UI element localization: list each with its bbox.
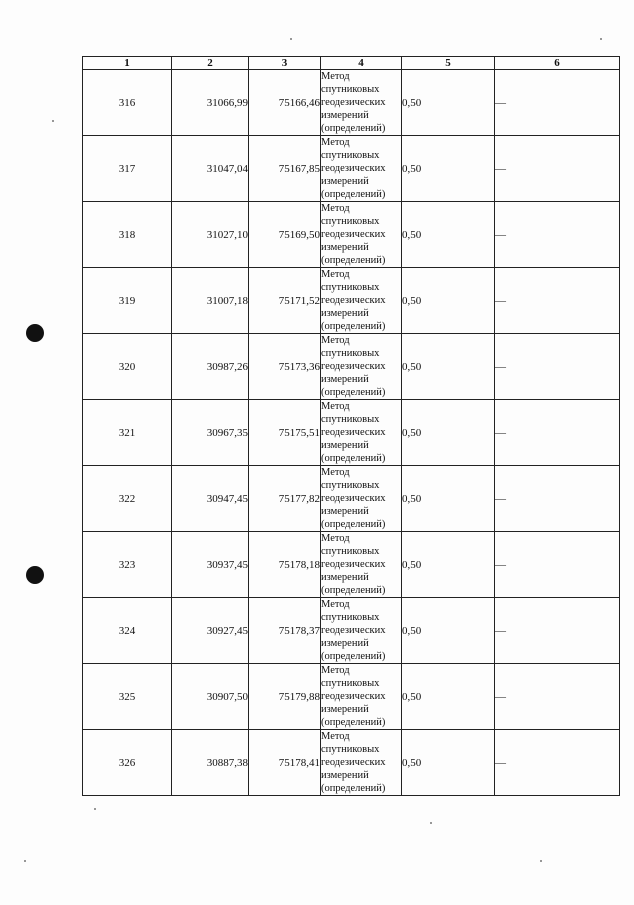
- accuracy-cell: 0,50: [402, 202, 495, 268]
- method-line: геодезических: [321, 229, 386, 240]
- method-line: геодезических: [321, 97, 386, 108]
- method-line: геодезических: [321, 691, 386, 702]
- x-coordinate-cell: 31066,99: [172, 70, 249, 136]
- method-line: измерений: [321, 308, 369, 319]
- scan-speck: [94, 808, 96, 810]
- point-number-cell: 323: [83, 532, 172, 598]
- accuracy-cell: 0,50: [402, 334, 495, 400]
- method-line: измерений: [321, 638, 369, 649]
- method-cell: [321, 268, 402, 334]
- method-line: измерений: [321, 770, 369, 781]
- method-line: спутниковых: [321, 84, 380, 95]
- y-coordinate-cell: 75167,85: [249, 136, 321, 202]
- scan-speck: [290, 38, 292, 40]
- note-cell: —: [495, 730, 620, 796]
- method-line: Метод: [321, 203, 350, 214]
- column-header: 4: [321, 57, 402, 70]
- accuracy-cell: 0,50: [402, 598, 495, 664]
- point-number-cell: 318: [83, 202, 172, 268]
- table-row: [83, 268, 620, 334]
- method-line: (определений): [321, 453, 386, 464]
- column-header: 3: [249, 57, 321, 70]
- method-cell: [321, 202, 402, 268]
- table-row: [83, 532, 620, 598]
- note-cell: —: [495, 532, 620, 598]
- method-line: геодезических: [321, 757, 386, 768]
- y-coordinate-cell: 75166,46: [249, 70, 321, 136]
- note-cell: —: [495, 466, 620, 532]
- y-coordinate-cell: 75178,18: [249, 532, 321, 598]
- table-row: [83, 136, 620, 202]
- method-cell: [321, 598, 402, 664]
- point-number-cell: 324: [83, 598, 172, 664]
- y-coordinate-cell: 75178,37: [249, 598, 321, 664]
- x-coordinate-cell: 30967,35: [172, 400, 249, 466]
- method-line: спутниковых: [321, 480, 380, 491]
- table-row: [83, 664, 620, 730]
- note-cell: —: [495, 70, 620, 136]
- method-cell: [321, 664, 402, 730]
- method-line: спутниковых: [321, 546, 380, 557]
- y-coordinate-cell: 75169,50: [249, 202, 321, 268]
- method-line: спутниковых: [321, 612, 380, 623]
- table-row: [83, 70, 620, 136]
- method-line: (определений): [321, 651, 386, 662]
- note-cell: —: [495, 664, 620, 730]
- table-row: [83, 730, 620, 796]
- method-line: Метод: [321, 467, 350, 478]
- y-coordinate-cell: 75177,82: [249, 466, 321, 532]
- accuracy-cell: 0,50: [402, 466, 495, 532]
- coordinates-table: [82, 56, 620, 796]
- method-line: спутниковых: [321, 282, 380, 293]
- method-line: измерений: [321, 176, 369, 187]
- x-coordinate-cell: 30937,45: [172, 532, 249, 598]
- table-row: [83, 202, 620, 268]
- method-cell: [321, 400, 402, 466]
- method-line: спутниковых: [321, 348, 380, 359]
- y-coordinate-cell: 75171,52: [249, 268, 321, 334]
- method-line: спутниковых: [321, 150, 380, 161]
- y-coordinate-cell: 75173,36: [249, 334, 321, 400]
- note-cell: —: [495, 268, 620, 334]
- method-line: (определений): [321, 387, 386, 398]
- x-coordinate-cell: 31047,04: [172, 136, 249, 202]
- method-line: Метод: [321, 533, 350, 544]
- note-cell: —: [495, 136, 620, 202]
- method-line: (определений): [321, 717, 386, 728]
- scan-speck: [540, 860, 542, 862]
- method-line: измерений: [321, 572, 369, 583]
- point-number-cell: 320: [83, 334, 172, 400]
- method-line: измерений: [321, 506, 369, 517]
- x-coordinate-cell: 30987,26: [172, 334, 249, 400]
- method-line: геодезических: [321, 427, 386, 438]
- method-line: спутниковых: [321, 414, 380, 425]
- accuracy-cell: 0,50: [402, 268, 495, 334]
- method-line: геодезических: [321, 559, 386, 570]
- method-line: геодезических: [321, 625, 386, 636]
- table-row: [83, 400, 620, 466]
- method-line: (определений): [321, 189, 386, 200]
- method-line: Метод: [321, 335, 350, 346]
- method-line: (определений): [321, 255, 386, 266]
- note-cell: —: [495, 202, 620, 268]
- table-row: [83, 334, 620, 400]
- accuracy-cell: 0,50: [402, 532, 495, 598]
- scan-speck: [430, 822, 432, 824]
- method-cell: [321, 466, 402, 532]
- method-line: геодезических: [321, 295, 386, 306]
- method-cell: [321, 532, 402, 598]
- method-line: Метод: [321, 137, 350, 148]
- scan-speck: [24, 860, 26, 862]
- point-number-cell: 326: [83, 730, 172, 796]
- method-line: геодезических: [321, 163, 386, 174]
- method-line: (определений): [321, 519, 386, 530]
- point-number-cell: 316: [83, 70, 172, 136]
- method-line: геодезических: [321, 493, 386, 504]
- method-cell: [321, 70, 402, 136]
- method-line: Метод: [321, 401, 350, 412]
- scan-speck: [52, 120, 54, 122]
- point-number-cell: 325: [83, 664, 172, 730]
- method-line: измерений: [321, 110, 369, 121]
- accuracy-cell: 0,50: [402, 730, 495, 796]
- scan-speck: [600, 38, 602, 40]
- point-number-cell: 321: [83, 400, 172, 466]
- method-line: измерений: [321, 374, 369, 385]
- x-coordinate-cell: 31007,18: [172, 268, 249, 334]
- method-line: измерений: [321, 242, 369, 253]
- column-header: 2: [172, 57, 249, 70]
- method-line: (определений): [321, 585, 386, 596]
- table-body: [83, 70, 620, 796]
- y-coordinate-cell: 75179,88: [249, 664, 321, 730]
- column-header: 1: [83, 57, 172, 70]
- accuracy-cell: 0,50: [402, 400, 495, 466]
- method-line: Метод: [321, 731, 350, 742]
- method-line: геодезических: [321, 361, 386, 372]
- x-coordinate-cell: 30907,50: [172, 664, 249, 730]
- method-cell: [321, 334, 402, 400]
- method-line: (определений): [321, 783, 386, 794]
- method-line: спутниковых: [321, 216, 380, 227]
- method-cell: [321, 730, 402, 796]
- table-row: [83, 466, 620, 532]
- x-coordinate-cell: 30947,45: [172, 466, 249, 532]
- x-coordinate-cell: 30887,38: [172, 730, 249, 796]
- punch-hole-mark: [26, 566, 44, 584]
- method-cell: [321, 136, 402, 202]
- y-coordinate-cell: 75175,51: [249, 400, 321, 466]
- table-header-row: [83, 57, 620, 70]
- column-header: 6: [495, 57, 620, 70]
- accuracy-cell: 0,50: [402, 136, 495, 202]
- method-line: Метод: [321, 71, 350, 82]
- y-coordinate-cell: 75178,41: [249, 730, 321, 796]
- method-line: (определений): [321, 123, 386, 134]
- method-line: Метод: [321, 665, 350, 676]
- method-line: Метод: [321, 599, 350, 610]
- point-number-cell: 317: [83, 136, 172, 202]
- method-line: спутниковых: [321, 744, 380, 755]
- punch-hole-mark: [26, 324, 44, 342]
- accuracy-cell: 0,50: [402, 664, 495, 730]
- method-line: измерений: [321, 704, 369, 715]
- method-line: измерений: [321, 440, 369, 451]
- method-line: (определений): [321, 321, 386, 332]
- point-number-cell: 322: [83, 466, 172, 532]
- x-coordinate-cell: 31027,10: [172, 202, 249, 268]
- method-line: Метод: [321, 269, 350, 280]
- column-header: 5: [402, 57, 495, 70]
- point-number-cell: 319: [83, 268, 172, 334]
- accuracy-cell: 0,50: [402, 70, 495, 136]
- note-cell: —: [495, 334, 620, 400]
- x-coordinate-cell: 30927,45: [172, 598, 249, 664]
- table-row: [83, 598, 620, 664]
- method-line: спутниковых: [321, 678, 380, 689]
- note-cell: —: [495, 400, 620, 466]
- note-cell: —: [495, 598, 620, 664]
